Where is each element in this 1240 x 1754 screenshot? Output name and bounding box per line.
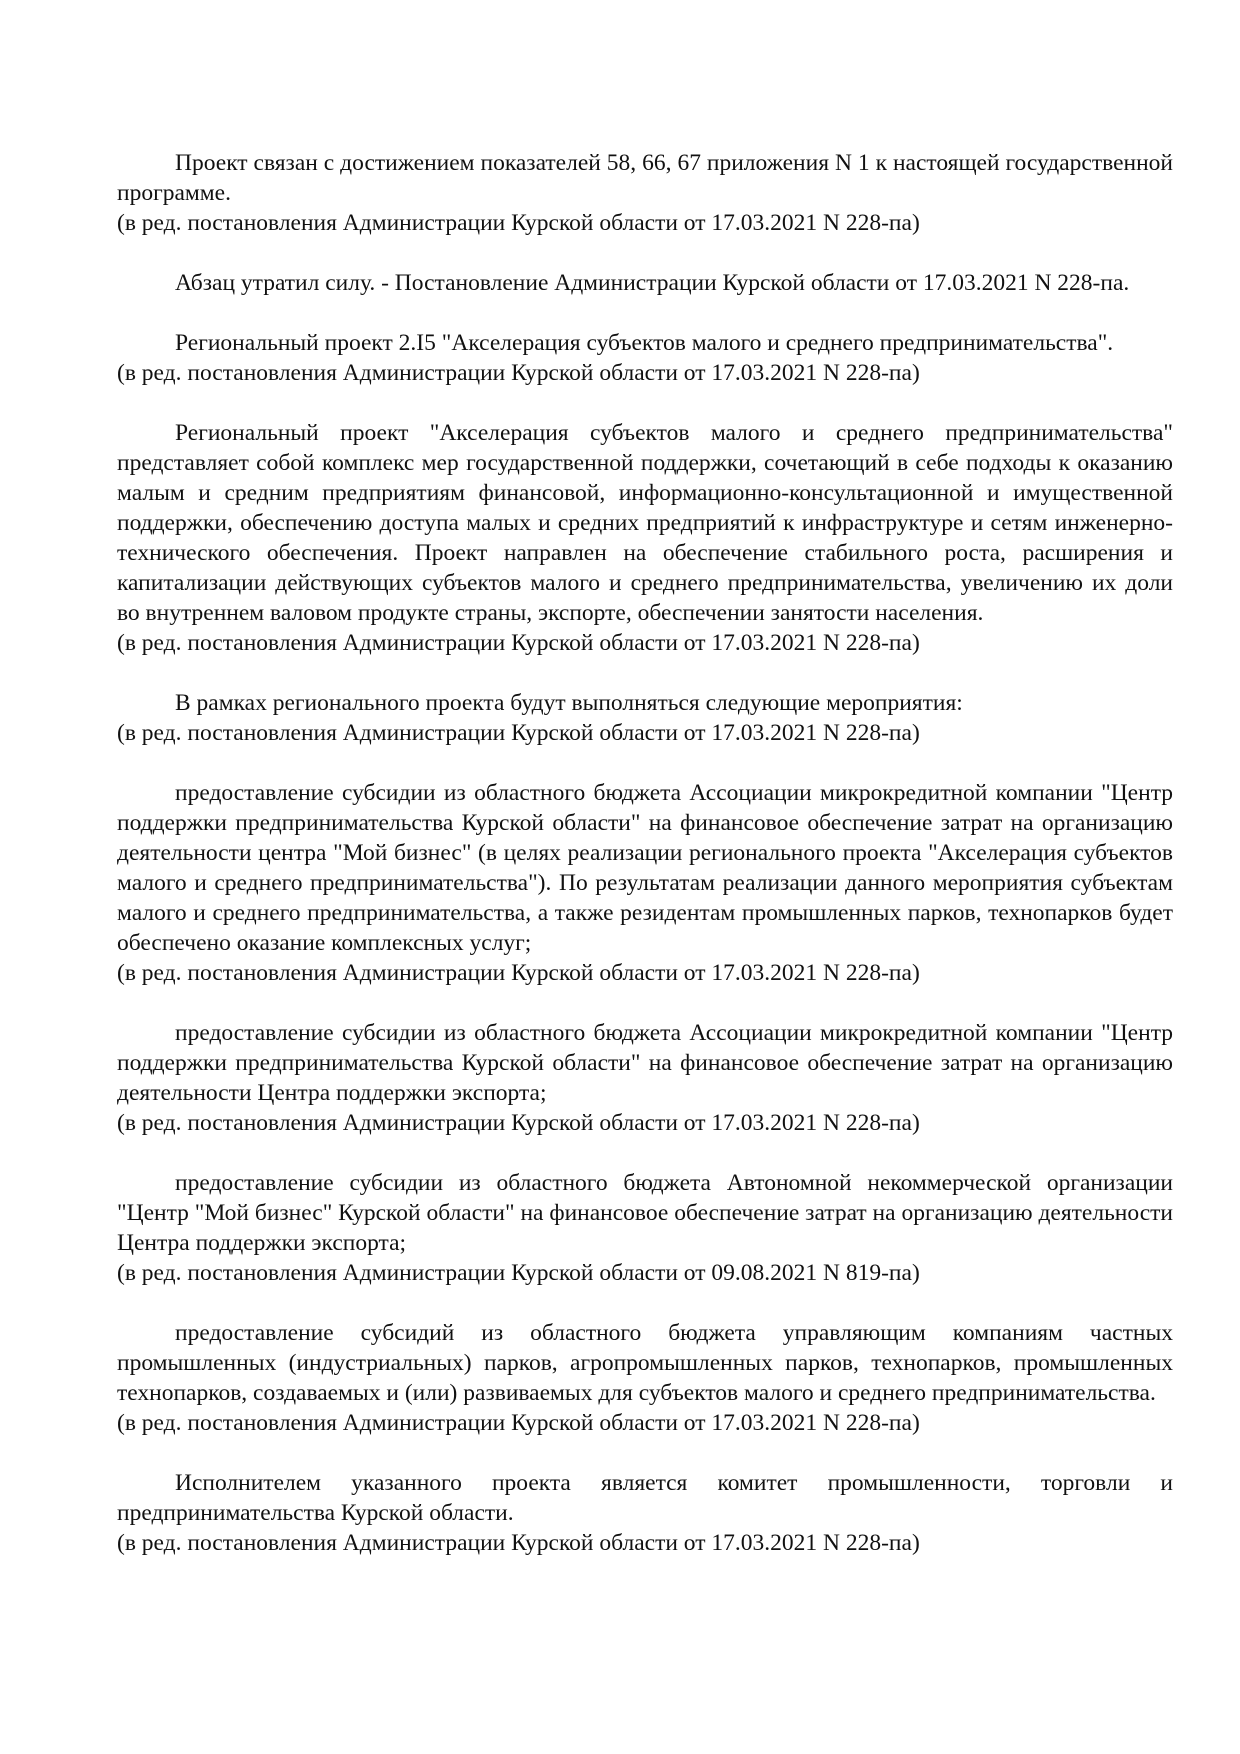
paragraph-text: предоставление субсидий из областного бюджета управляющим компаниям частных промышленных (индустриальных) парков, агропромышленных парков, технопарков, промышленных технопарков, создаваемых и (или) развиваемых для субъектов малого и среднего предпринимательства.: [117, 1320, 1173, 1406]
amendment-note: (в ред. постановления Администрации Курской области от 09.08.2021 N 819-па): [117, 1260, 920, 1286]
paragraph-activity-export-center: [117, 1018, 1173, 1138]
amendment-note: (в ред. постановления Администрации Курской области от 17.03.2021 N 228-па): [117, 960, 920, 986]
paragraph-text: Абзац утратил силу. - Постановление Администрации Курской области от 17.03.2021 N 228-па.: [175, 270, 1130, 296]
paragraph-activity-ano-export: [117, 1168, 1173, 1288]
paragraph-activity-my-business: [117, 778, 1173, 988]
paragraph-text: предоставление субсидии из областного бюджета Ассоциации микрокредитной компании "Центр поддержки предпринимательства Курской области" на финансовое обеспечение затрат на организацию деятельности Центра поддержки экспорта;: [117, 1020, 1173, 1106]
amendment-note: (в ред. постановления Администрации Курской области от 17.03.2021 N 228-па): [117, 1110, 920, 1136]
paragraph-text: Региональный проект "Акселерация субъектов малого и среднего предпринимательства" представляет собой комплекс мер государственной поддержки, сочетающий в себе подходы к оказанию малым и средним предприятиям финансовой, информационно-консультационной и имущественной поддержки, обеспечению доступа малых и средних предприятий к инфраструктуре и сетям инженерно-технического обеспечения. Проект направлен на обеспечение стабильного роста, расширения и капитализации действующих субъектов малого и среднего предпринимательства, увеличению их доли во внутреннем валовом продукте страны, экспорте, обеспечении занятости населения.: [117, 420, 1173, 626]
document-page: [117, 148, 1173, 1588]
paragraph-text: предоставление субсидии из областного бюджета Автономной некоммерческой организации "Центр "Мой бизнес" Курской области" на финансовое обеспечение затрат на организацию деятельности Центра поддержки экспорта;: [117, 1170, 1173, 1256]
paragraph-text: Проект связан с достижением показателей 58, 66, 67 приложения N 1 к настоящей государственной программе.: [117, 150, 1173, 206]
paragraph-repealed: [117, 268, 1173, 298]
amendment-note: (в ред. постановления Администрации Курской области от 17.03.2021 N 228-па): [117, 1410, 920, 1436]
paragraph-activities-intro: [117, 688, 1173, 748]
paragraph-project-description: [117, 418, 1173, 658]
amendment-note: (в ред. постановления Администрации Курской области от 17.03.2021 N 228-па): [117, 720, 920, 746]
paragraph-text: Исполнителем указанного проекта является комитет промышленности, торговли и предпринимательства Курской области.: [117, 1470, 1173, 1526]
paragraph-text: Региональный проект 2.I5 "Акселерация субъектов малого и среднего предпринимательства".: [175, 330, 1114, 356]
amendment-note: (в ред. постановления Администрации Курской области от 17.03.2021 N 228-па): [117, 1530, 920, 1556]
paragraph-activity-industrial-parks: [117, 1318, 1173, 1438]
amendment-note: (в ред. постановления Администрации Курской области от 17.03.2021 N 228-па): [117, 360, 920, 386]
amendment-note: (в ред. постановления Администрации Курской области от 17.03.2021 N 228-па): [117, 630, 920, 656]
paragraph-project-title: [117, 328, 1173, 388]
paragraph-text: В рамках регионального проекта будут выполняться следующие мероприятия:: [175, 690, 963, 716]
paragraph-indicators: [117, 148, 1173, 238]
amendment-note: (в ред. постановления Администрации Курской области от 17.03.2021 N 228-па): [117, 210, 920, 236]
paragraph-text: предоставление субсидии из областного бюджета Ассоциации микрокредитной компании "Центр поддержки предпринимательства Курской области" на финансовое обеспечение затрат на организацию деятельности центра "Мой бизнес" (в целях реализации регионального проекта "Акселерация субъектов малого и среднего предпринимательства"). По результатам реализации данного мероприятия субъектам малого и среднего предпринимательства, а также резидентам промышленных парков, технопарков будет обеспечено оказание комплексных услуг;: [117, 780, 1173, 956]
paragraph-executor: [117, 1468, 1173, 1558]
